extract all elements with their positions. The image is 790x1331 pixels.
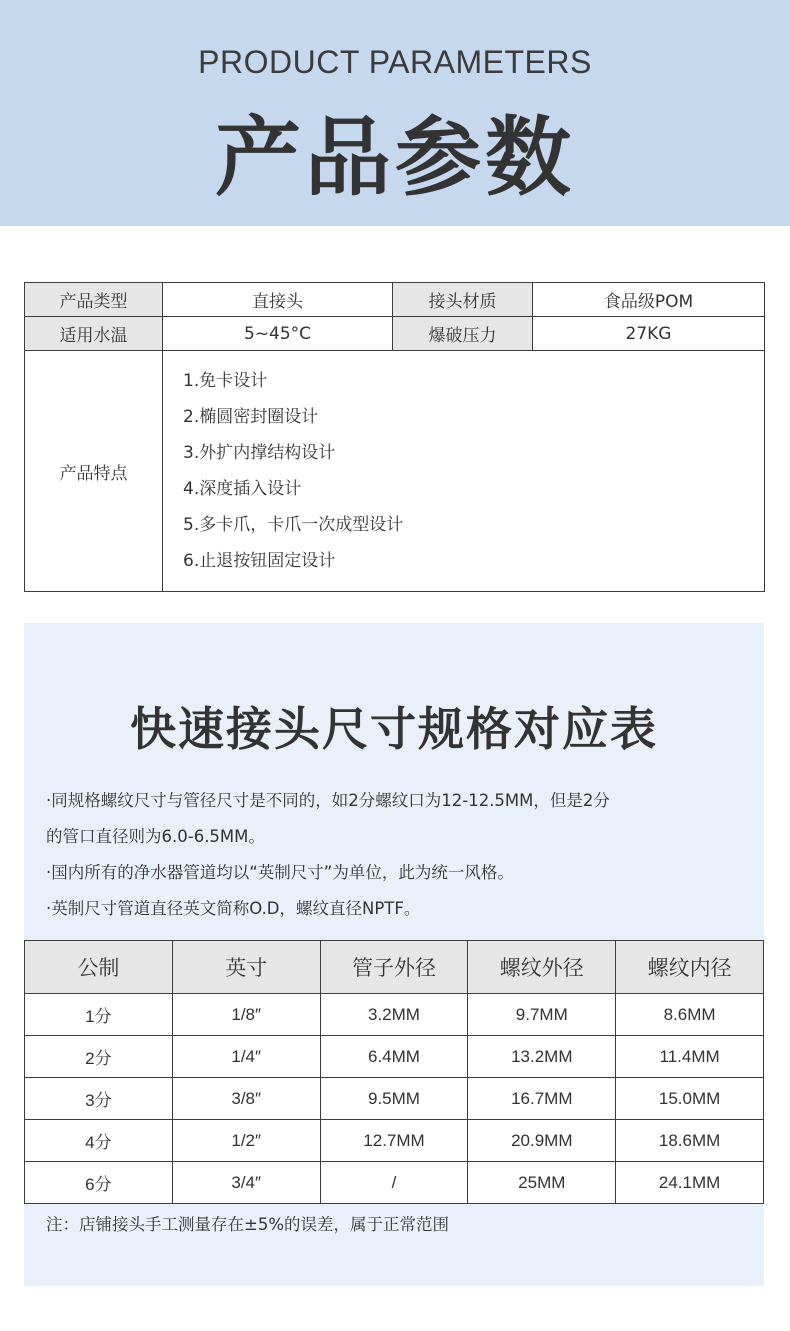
size-table [24,940,764,1204]
cell-thread-od: 16.7MM [468,1078,616,1120]
footnote: 注：店铺接头手工测量存在±5%的误差，属于正常范围 [46,1215,450,1234]
params-row [25,317,765,351]
cell-thread-id: 8.6MM [616,994,764,1036]
table-row [25,1162,764,1204]
cell-metric: 6分 [25,1162,173,1204]
features-list [163,351,765,592]
cell-metric: 2分 [25,1036,173,1078]
cell-thread-od: 13.2MM [468,1036,616,1078]
header-pipe-od: 管子外径 [320,941,468,994]
param-value-type: 直接头 [163,283,393,317]
note-line: ·国内所有的净水器管道均以“英制尺寸”为单位，此为统一风格。 [46,863,514,882]
feature-item: 2.椭圆密封圈设计 [183,407,319,427]
note-line: ·同规格螺纹尺寸与管径尺寸是不同的，如2分螺纹口为12-12.5MM，但是2分 [46,791,610,810]
header-thread-id: 螺纹内径 [616,941,764,994]
params-row [25,351,765,592]
cell-pipe-od: / [320,1162,468,1204]
header-thread-od: 螺纹外径 [468,941,616,994]
cell-inch: 3/4″ [172,1162,320,1204]
size-notes [46,783,746,927]
table-row [25,994,764,1036]
param-value-temperature: 5~45°C [163,317,393,351]
cell-thread-id: 15.0MM [616,1078,764,1120]
note-line: 的管口直径则为6.0-6.5MM。 [46,827,265,846]
size-spec-title: 快速接头尺寸规格对应表 [130,702,658,756]
size-spec-panel [24,623,764,1286]
cell-pipe-od: 6.4MM [320,1036,468,1078]
param-label-type: 产品类型 [25,283,163,317]
cell-inch: 1/8″ [172,994,320,1036]
cell-thread-id: 24.1MM [616,1162,764,1204]
cell-thread-od: 20.9MM [468,1120,616,1162]
cell-thread-id: 11.4MM [616,1036,764,1078]
param-value-pressure: 27KG [533,317,765,351]
param-label-features: 产品特点 [25,351,163,592]
header-metric: 公制 [25,941,173,994]
cell-metric: 3分 [25,1078,173,1120]
feature-item: 6.止退按钮固定设计 [183,551,336,571]
param-label-material: 接头材质 [393,283,533,317]
size-table-header [25,941,764,994]
note-line: ·英制尺寸管道直径英文简称O.D，螺纹直径NPTF。 [46,899,421,918]
title-english: PRODUCT PARAMETERS [198,44,592,80]
cell-inch: 3/8″ [172,1078,320,1120]
feature-item: 1.免卡设计 [183,371,268,391]
table-row [25,1036,764,1078]
param-label-temperature: 适用水温 [25,317,163,351]
cell-inch: 1/4″ [172,1036,320,1078]
cell-pipe-od: 9.5MM [320,1078,468,1120]
params-row [25,283,765,317]
cell-thread-od: 25MM [468,1162,616,1204]
cell-inch: 1/2″ [172,1120,320,1162]
feature-item: 5.多卡爪，卡爪一次成型设计 [183,515,404,535]
header-inch: 英寸 [172,941,320,994]
cell-pipe-od: 3.2MM [320,994,468,1036]
hero-banner [0,0,790,226]
cell-metric: 1分 [25,994,173,1036]
cell-metric: 4分 [25,1120,173,1162]
table-row [25,1078,764,1120]
title-chinese: 产品参数 [215,108,575,208]
table-row [25,1120,764,1162]
feature-item: 4.深度插入设计 [183,479,302,499]
param-value-material: 食品级POM [533,283,765,317]
cell-thread-id: 18.6MM [616,1120,764,1162]
product-parameters-table [24,282,765,592]
cell-thread-od: 9.7MM [468,994,616,1036]
cell-pipe-od: 12.7MM [320,1120,468,1162]
feature-item: 3.外扩内撑结构设计 [183,443,336,463]
param-label-pressure: 爆破压力 [393,317,533,351]
